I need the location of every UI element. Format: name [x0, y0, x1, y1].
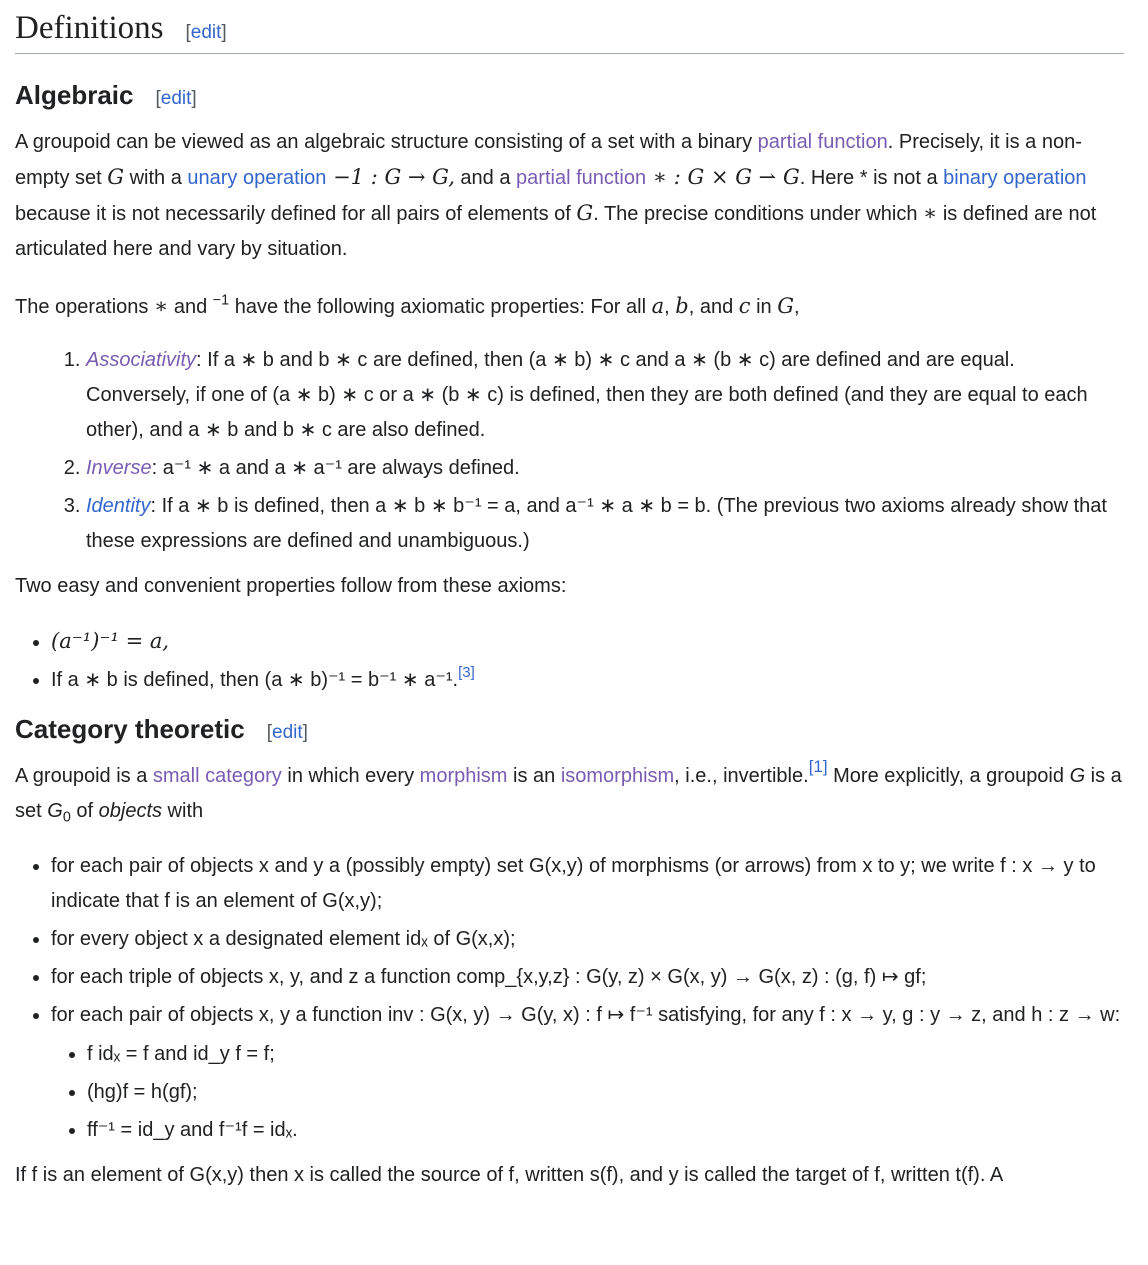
algebraic-title: Algebraic [15, 80, 134, 110]
property-item: • If a ∗ b is defined, then (a ∗ b)⁻¹ = b⁻¹ ∗ a⁻¹.[3] [51, 663, 1124, 698]
list-item: • for each pair of objects x, y a function inv : G(x, y) → G(y, x) : f ↦ f⁻¹ satisfying, for any f : x → y, g : y → z, and h : z → w: • f idₓ = f and id_y f = f; • (hg)f = h(gf); • ff⁻¹ = id_y and f⁻¹f = idₓ. [51, 998, 1124, 1148]
section-heading: Definitions [edit] [15, 6, 1124, 54]
inverse-link[interactable]: Inverse [86, 457, 152, 479]
list-item: • for each pair of objects x and y a (possibly empty) set G(x,y) of morphisms (or arrows) from x to y; we write f : x → y to indicate that f is an element of G(x,y); [51, 849, 1124, 919]
axiom-list [15, 343, 1124, 559]
sub-list-item: • (hg)f = h(gf); [87, 1075, 1124, 1110]
category-paragraph-1: A groupoid is a small category in which every morphism is an isomorphism, i.e., invertible.[1] More explicitly, a groupoid G is a set $G_0$ of objects with [15, 756, 1122, 826]
section-edit-link[interactable]: edit [190, 22, 222, 43]
property-item: • (a⁻¹)⁻¹ = a, [51, 624, 1124, 660]
list-item: • for each triple of objects x, y, and z a function comp_{x,y,z} : G(y, z) × G(x, y) → G(x, z) : (g, f) ↦ gf; [51, 960, 1124, 995]
reference-1-link[interactable]: [1] [808, 756, 828, 776]
reference-3-link[interactable]: [3] [458, 664, 475, 681]
category-edit-link[interactable]: edit [272, 722, 303, 743]
category-paragraph-2: If f is an element of G(x,y) then x is called the source of f, written s(f), and y is called the target of f, written t(f). A [15, 1164, 1004, 1186]
algebraic-paragraph-1: A groupoid can be viewed as an algebraic structure consisting of a set with a binary partial function. Precisely, it is a non-empty set G with a unary operation −1 : G → G, and a partial function ∗ : G × G ⇀ G. Here * is not a binary operation because it is not necessarily defined for all pairs of elements of G. The precise conditions under which ∗ is defined are not articulated here and vary by situation. [15, 131, 1097, 260]
axiom-associativity: 1. Associativity: If a ∗ b and b ∗ c are defined, then (a ∗ b) ∗ c and a ∗ (b ∗ c) are defined and are equal. Conversely, if one of (a ∗ b) ∗ c or a ∗ (b ∗ c) is defined, then they are both defined (and they are equal to each other), and a ∗ b and b ∗ c are also defined. [86, 343, 1124, 448]
isomorphism-link[interactable]: isomorphism [560, 765, 675, 787]
axiom-identity: 3. Identity: If a ∗ b is defined, then a ∗ b ∗ b⁻¹ = a, and a⁻¹ ∗ a ∗ b = b. (The previous two axioms already show that these expressions are defined and unambiguous.) [86, 489, 1124, 559]
algebraic-paragraph-2: The operations ∗ and $^{-1}$ have the following axiomatic properties: For all a, b, and c in G, [15, 292, 800, 318]
identity-link[interactable]: Identity [86, 495, 151, 517]
binary-operation-link[interactable]: binary operation [943, 167, 1087, 189]
axiom-inverse: 2. Inverse: a⁻¹ ∗ a and a ∗ a⁻¹ are always defined. [86, 451, 1124, 486]
category-title: Category theoretic [15, 714, 245, 744]
morphism-link[interactable]: morphism [419, 765, 508, 787]
partial-function-link[interactable]: partial function [757, 131, 888, 153]
properties-intro: Two easy and convenient properties follow from these axioms: [15, 575, 567, 597]
list-item: • for every object x a designated element idₓ of G(x,x); [51, 922, 1124, 957]
associativity-link[interactable]: Associativity [86, 349, 197, 371]
algebraic-heading: Algebraic [edit] [15, 80, 197, 110]
sub-list-item: • f idₓ = f and id_y f = f; [87, 1037, 1124, 1072]
small-category-link[interactable]: small category [152, 765, 282, 787]
algebraic-edit-link[interactable]: edit [160, 88, 192, 109]
groupoid-components-list [15, 849, 1124, 1148]
partial-function-link-2[interactable]: partial function [516, 167, 647, 189]
properties-list [15, 624, 1124, 698]
unary-operation-link[interactable]: unary operation [187, 167, 327, 189]
axioms-sublist [51, 1037, 1124, 1148]
sub-list-item: • ff⁻¹ = id_y and f⁻¹f = idₓ. [87, 1113, 1124, 1148]
section-title: Definitions [15, 10, 164, 46]
category-heading: Category theoretic [edit] [15, 714, 308, 744]
